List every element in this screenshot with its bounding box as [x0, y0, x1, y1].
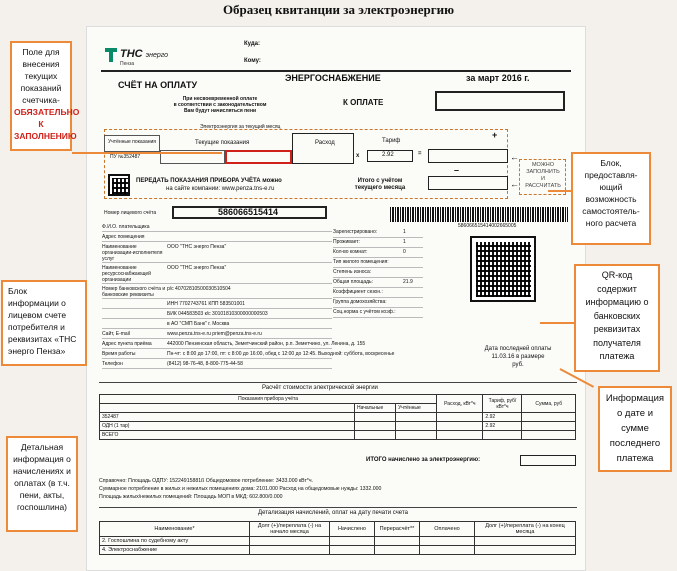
premises-row: [333, 298, 423, 308]
info-row: [102, 309, 332, 319]
equals-sign: =: [418, 151, 422, 157]
meter-section-label: Электроэнергия за текущий месяц: [200, 124, 281, 130]
col-current-readings: Текущие показания: [195, 140, 250, 146]
calc-title: Расчёт стоимости электрической энергии: [262, 385, 378, 391]
tns-logo-icon: [104, 47, 118, 63]
premises-row: [333, 308, 423, 318]
info-row-label: [102, 321, 167, 328]
premises-label: Степень износа:: [333, 269, 372, 275]
detail-col-end: Долг (+)/переплата (-) на конец месяца: [475, 522, 576, 537]
calc-total-field[interactable]: [428, 176, 508, 190]
info-row-value: 442000 Пензенская область, Земетчинский район, р.п. Земетчино, ул. Ленина, д. 155: [167, 341, 366, 347]
info-row: [102, 299, 332, 309]
info-row-value: в АО "СМП Банк" г. Москва: [167, 321, 230, 327]
note-qr-info: QR-код содержит информацию о банковских реквизитах получателя платежа: [574, 264, 660, 372]
current-reading-field[interactable]: [225, 150, 292, 164]
invoice-label: СЧЁТ НА ОПЛАТУ: [118, 80, 198, 90]
premises-label: Группа домохозяйства:: [333, 299, 387, 305]
info-row-value: ИНН 7702743761 КПП 583501001: [167, 301, 245, 307]
info-row-value: ООО "ТНС энерго Пенза": [167, 244, 227, 250]
to-pay-field[interactable]: [435, 91, 565, 111]
note-self-calc: Блок, предоставля- ющий возможность самостоятель- ного расчета: [571, 152, 651, 245]
last-payment-info: Дата последней оплаты 11.03.16 в размере руб.: [484, 346, 552, 368]
premises-label: Кол-во комнат:: [333, 249, 368, 255]
detail-row: [100, 537, 576, 546]
calc-row: [100, 413, 576, 422]
premises-label: Коэффициент сезон.:: [333, 289, 383, 295]
info-row: [102, 319, 332, 329]
detail-col-start: Долг (+)/переплата (-) на начало месяца: [250, 522, 330, 537]
submit-site[interactable]: на сайте компании: www.penza.tns-e.ru: [166, 186, 275, 192]
info-row-label: Наименование ресурсоснабжающей организации: [102, 265, 151, 283]
col-prev-readings: Учтённые показания: [108, 139, 156, 145]
note-meter-field: Поле для внесения текущих показаний счетчика- ОБЯЗАТЕЛЬНО К ЗАПОЛНЕНИЮ: [10, 41, 72, 151]
premises-value: 1: [403, 239, 406, 245]
account-label: Номер лицевого счёта: [104, 210, 157, 216]
info-row: [102, 359, 332, 369]
note-details: Детальная информация о начислениях и оплатах (в т.ч. пени, акты, госпошлина): [6, 436, 78, 532]
info-row: [102, 329, 332, 339]
calc-total-sum: [520, 455, 576, 466]
col-tariff: Тариф: [382, 138, 401, 144]
calc-cell-tariff: [483, 431, 522, 440]
info-row-label: Адрес помещения: [102, 234, 145, 240]
detail-col-paid: Оплачено: [420, 522, 475, 537]
premises-label: Зарегистрировано:: [333, 229, 378, 235]
self-calc-hint: МОЖНО ЗАПОЛНИТЬ И РАССЧИТАТЬ: [525, 162, 561, 189]
period-label: за март 2016 г.: [466, 73, 530, 83]
minus-sign: –: [454, 165, 460, 175]
tariff-value: 2.92: [382, 152, 394, 158]
info-row: [102, 339, 366, 349]
premises-row: [333, 228, 423, 238]
calc-cell-name: ВСЕГО: [100, 431, 355, 440]
calc-col-start: Начальные: [354, 404, 395, 413]
detail-row-name: 4. Электроснабжение: [100, 546, 250, 555]
calc-cell-name: 352487: [100, 413, 355, 422]
to-label: Куда:: [244, 41, 260, 47]
page-title: Образец квитанции за электроэнергию: [222, 2, 455, 17]
total-current-month: Итого с учётом текущего месяца: [354, 178, 406, 191]
barcode: [390, 207, 568, 222]
note-last-payment: Информация о дате и сумме последнего платежа: [598, 386, 672, 472]
info-row: [102, 232, 332, 242]
premises-row: [333, 238, 423, 248]
info-row-value: ООО "ТНС энерго Пенза": [167, 265, 227, 271]
premises-label: Проживает:: [333, 239, 360, 245]
detail-col-name: Наименование*: [100, 522, 250, 537]
premises-info-table: [333, 228, 423, 318]
meter-number: ПУ №352487: [110, 154, 141, 160]
info-row: [102, 349, 395, 359]
detail-row: [100, 546, 576, 555]
arrow-left-icon: ←: [510, 152, 519, 162]
premises-row: [333, 258, 423, 268]
info-row-value: www.penza.tns-e.ru priem@penza.tns-e.ru: [167, 331, 262, 337]
logo-text: ТНС энерго: [120, 48, 169, 60]
info-row: [102, 263, 332, 284]
note-account-info: Блок информации о лицевом счете потребителя и реквизитах «ТНС энерго Пенза»: [1, 280, 87, 366]
payment-qr-code: [470, 236, 536, 302]
consumption-field[interactable]: [292, 133, 354, 164]
info-row: [102, 284, 332, 299]
info-row-value: р/с 40702810500030510504: [167, 286, 231, 292]
info-row-label: Ф.И.О. плательщика: [102, 224, 150, 230]
calc-total-label: ИТОГО начислено за электроэнергию:: [366, 457, 481, 463]
detail-title: Детализация начислений, оплат на дату печати счета: [258, 510, 408, 516]
calc-cell-tariff: 2.92: [483, 422, 522, 431]
small-qr-code: [108, 174, 130, 196]
info-row-value: [167, 234, 332, 241]
calc-col-readings: Показания прибора учёта: [100, 395, 437, 404]
info-row-label: Время работы: [102, 351, 136, 357]
to-pay-label: К ОПЛАТЕ: [343, 98, 384, 107]
calc-col-sum: Сумма, руб: [522, 395, 576, 413]
info-row-label: Сайт, E-mail: [102, 331, 130, 337]
info-row-value: (8412) 98-76-48, 8-800-775-44-58: [167, 361, 243, 367]
info-row-label: Наименование организации-исполнителя услуг: [102, 244, 163, 262]
multiply-sign: x: [356, 153, 360, 159]
reference-info: Справочно: Площадь ОДПУ: 15224915881ß Общедомовое потребление: 3433.000 кВт*ч. Суммарное потребление в жилых и нежилых помещениях дома: 2101.000 Расход на общедомовые нужды: 1332.000 Площадь жилых/нежилых помещений: Площадь МОП в МКД: 602.800/0.000: [99, 478, 382, 500]
detail-table: [99, 521, 576, 555]
info-row-label: Номер банковского счёта и банковские реквизиты: [102, 286, 166, 298]
late-warning: При несвоевременной оплате в соответствии с законодательством Вам будут начисляться пени: [173, 96, 267, 114]
service-label: ЭНЕРГОСНАБЖЕНИЕ: [285, 73, 381, 83]
calc-result-field[interactable]: [428, 149, 508, 163]
logo-city: Пенза: [120, 61, 135, 67]
info-row-label: Телефон: [102, 361, 123, 367]
premises-value: 0: [403, 249, 406, 255]
calc-col-consumption: Расход, кВт*ч: [437, 395, 483, 413]
info-row: [102, 242, 332, 263]
premises-value: 1: [403, 229, 406, 235]
premises-row: [333, 278, 423, 288]
calc-cell-tariff: 2.92: [483, 413, 522, 422]
premises-label: Тип жилого помещения:: [333, 259, 389, 265]
calc-table: [99, 394, 576, 440]
col-consumption: Расход: [315, 140, 335, 146]
premises-value: 21.9: [403, 279, 413, 285]
whom-label: Кому:: [244, 58, 261, 64]
submit-readings-text: ПЕРЕДАТЬ ПОКАЗАНИЯ ПРИБОРА УЧЁТА можно: [136, 178, 282, 184]
premises-label: Соц.норма с учётом коэф.:: [333, 309, 396, 315]
calc-row: [100, 422, 576, 431]
detail-col-recalc: Перерасчёт**: [375, 522, 420, 537]
calc-col-tariff: Тариф, руб/кВт*ч: [483, 395, 522, 413]
barcode-number: 586066515414002665005: [458, 223, 517, 229]
calc-cell-name: ОДН (1 тар): [100, 422, 355, 431]
info-row-label: [102, 311, 167, 318]
premises-row: [333, 248, 423, 258]
premises-row: [333, 268, 423, 278]
calc-row: [100, 431, 576, 440]
arrow-left-icon-2: ←: [510, 179, 519, 189]
account-number: 586066515414: [218, 207, 279, 217]
info-row-value: [167, 224, 332, 231]
detail-col-charged: Начислено: [330, 522, 375, 537]
info-row: [102, 222, 332, 232]
plus-sign: +: [492, 130, 498, 140]
info-row-label: [102, 301, 167, 308]
detail-row-name: 2. Госпошлина по судебному акту: [100, 537, 250, 546]
calc-col-used: Учтённые: [396, 404, 437, 413]
info-row-value: Пн-чт: с 8:00 до 17:00, пт: с 8:00 до 16:00, обед с 12:00 до 12:45. Выходной: суббота, воскресенье: [167, 351, 395, 357]
premises-label: Общая площадь:: [333, 279, 374, 285]
info-row-value: БИК 044583503 к/с 30101810300000000503: [167, 311, 268, 317]
info-row-label: Адрес пункта приёма: [102, 341, 152, 347]
premises-row: [333, 288, 423, 298]
